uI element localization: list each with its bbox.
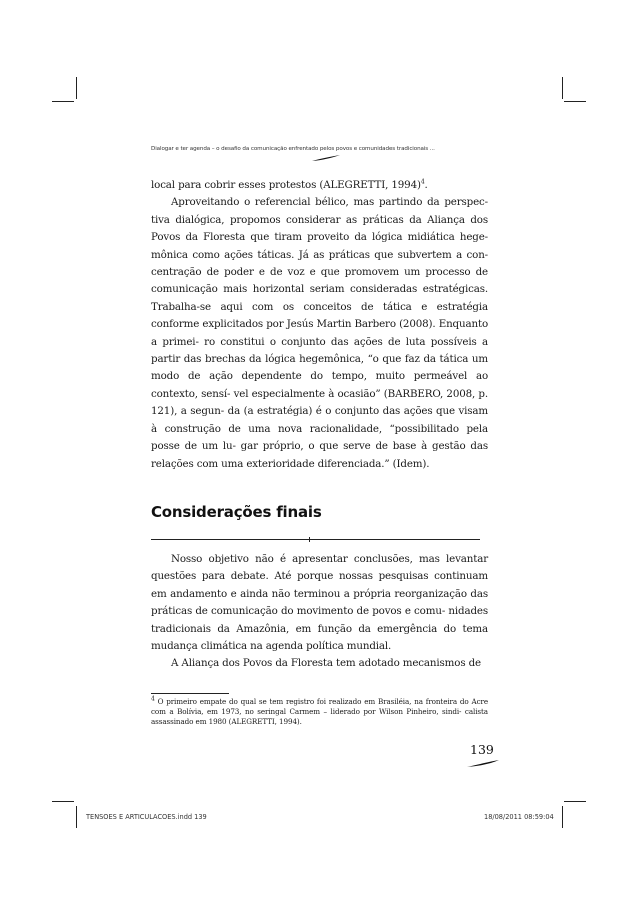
crop-mark — [562, 806, 563, 828]
section-title: Considerações finais — [151, 503, 322, 521]
crop-mark — [76, 806, 77, 828]
crop-mark — [564, 801, 586, 802]
section-rule — [151, 539, 480, 540]
paragraph: Aproveitando o referencial bélico, mas partindo da perspec- tiva dialógica, propomos considerar as práticas da Aliança dos Povos da Floresta que tiram proveito da lógica midiática hege- mônica como ações táticas. Já as práticas que subvertem a con- centração de poder e de voz e que promovem um processo de comunicação mais horizontal seriam consideradas estratégicas. Trabalha-se aqui com os conceitos de tática e estratégia conforme explicitados por Jesús Martin Barbero (2008). Enquanto a primei- ro constitui o conjunto das ações de luta possíveis a partir das brechas da lógica hegemônica, “o que faz da tática um modo de ação dependente do tempo, muito permeável ao contexto, sensí- vel especialmente à ocasião” (BARBERO, 2008, p. 121), a segun- da (a estratégia) é o conjunto das ações que visam à construção de uma nova racionalidade, “possibilitado pela posse de um lu- gar próprio, o que serve de base à gestão das relações com uma exterioridade diferenciada.” (Idem). — [151, 196, 488, 470]
body-text-top — [151, 177, 488, 473]
page-number: 139 — [470, 742, 494, 757]
crop-mark — [52, 801, 74, 802]
footnote-number: 4 — [151, 695, 155, 703]
footnote-ref: 4 — [420, 178, 425, 186]
paragraph: Nosso objetivo não é apresentar conclusões, mas levantar questões para debate. Até porque nossas pesquisas continuam em andamento e ainda não terminou a própria reorganização das práticas de comunicação do movimento de povos e comu- nidades tradicionais da Amazônia, em função da emergência do tema mudança climática na agenda política mundial. — [151, 553, 488, 653]
crop-mark — [76, 77, 77, 99]
slug-file: TENSOES E ARTICULACOES.indd 139 — [86, 813, 207, 821]
crop-mark — [52, 101, 74, 102]
swoosh-ornament-bottom — [466, 759, 500, 768]
swoosh-ornament-top — [311, 154, 341, 162]
paragraph-continuation: local para cobrir esses protestos (ALEGRETTI, 1994)$^4$. — [151, 178, 428, 191]
running-head: Dialogar e ter agenda – o desafio da comunicação enfrentado pelos povos e comunidades tradicionais ... — [151, 146, 435, 152]
crop-mark — [564, 101, 586, 102]
footnote-rule — [151, 693, 229, 694]
body-text-section — [151, 551, 488, 673]
crop-mark — [562, 77, 563, 99]
slug-datetime: 18/08/2011 08:59:04 — [484, 813, 554, 821]
paragraph: A Aliança dos Povos da Floresta tem adotado mecanismos de — [171, 657, 481, 670]
section-rule-tick — [309, 537, 310, 542]
footnote: $^4$ O primeiro empate do qual se tem registro foi realizado em Brasiléia, na fronteira do Acre com a Bolívia, em 1973, no seringal Carmem – liderado por Wilson Pinheiro, sindi- calista assassinado em 1980 (ALEGRETTI, 1994). — [151, 695, 488, 726]
